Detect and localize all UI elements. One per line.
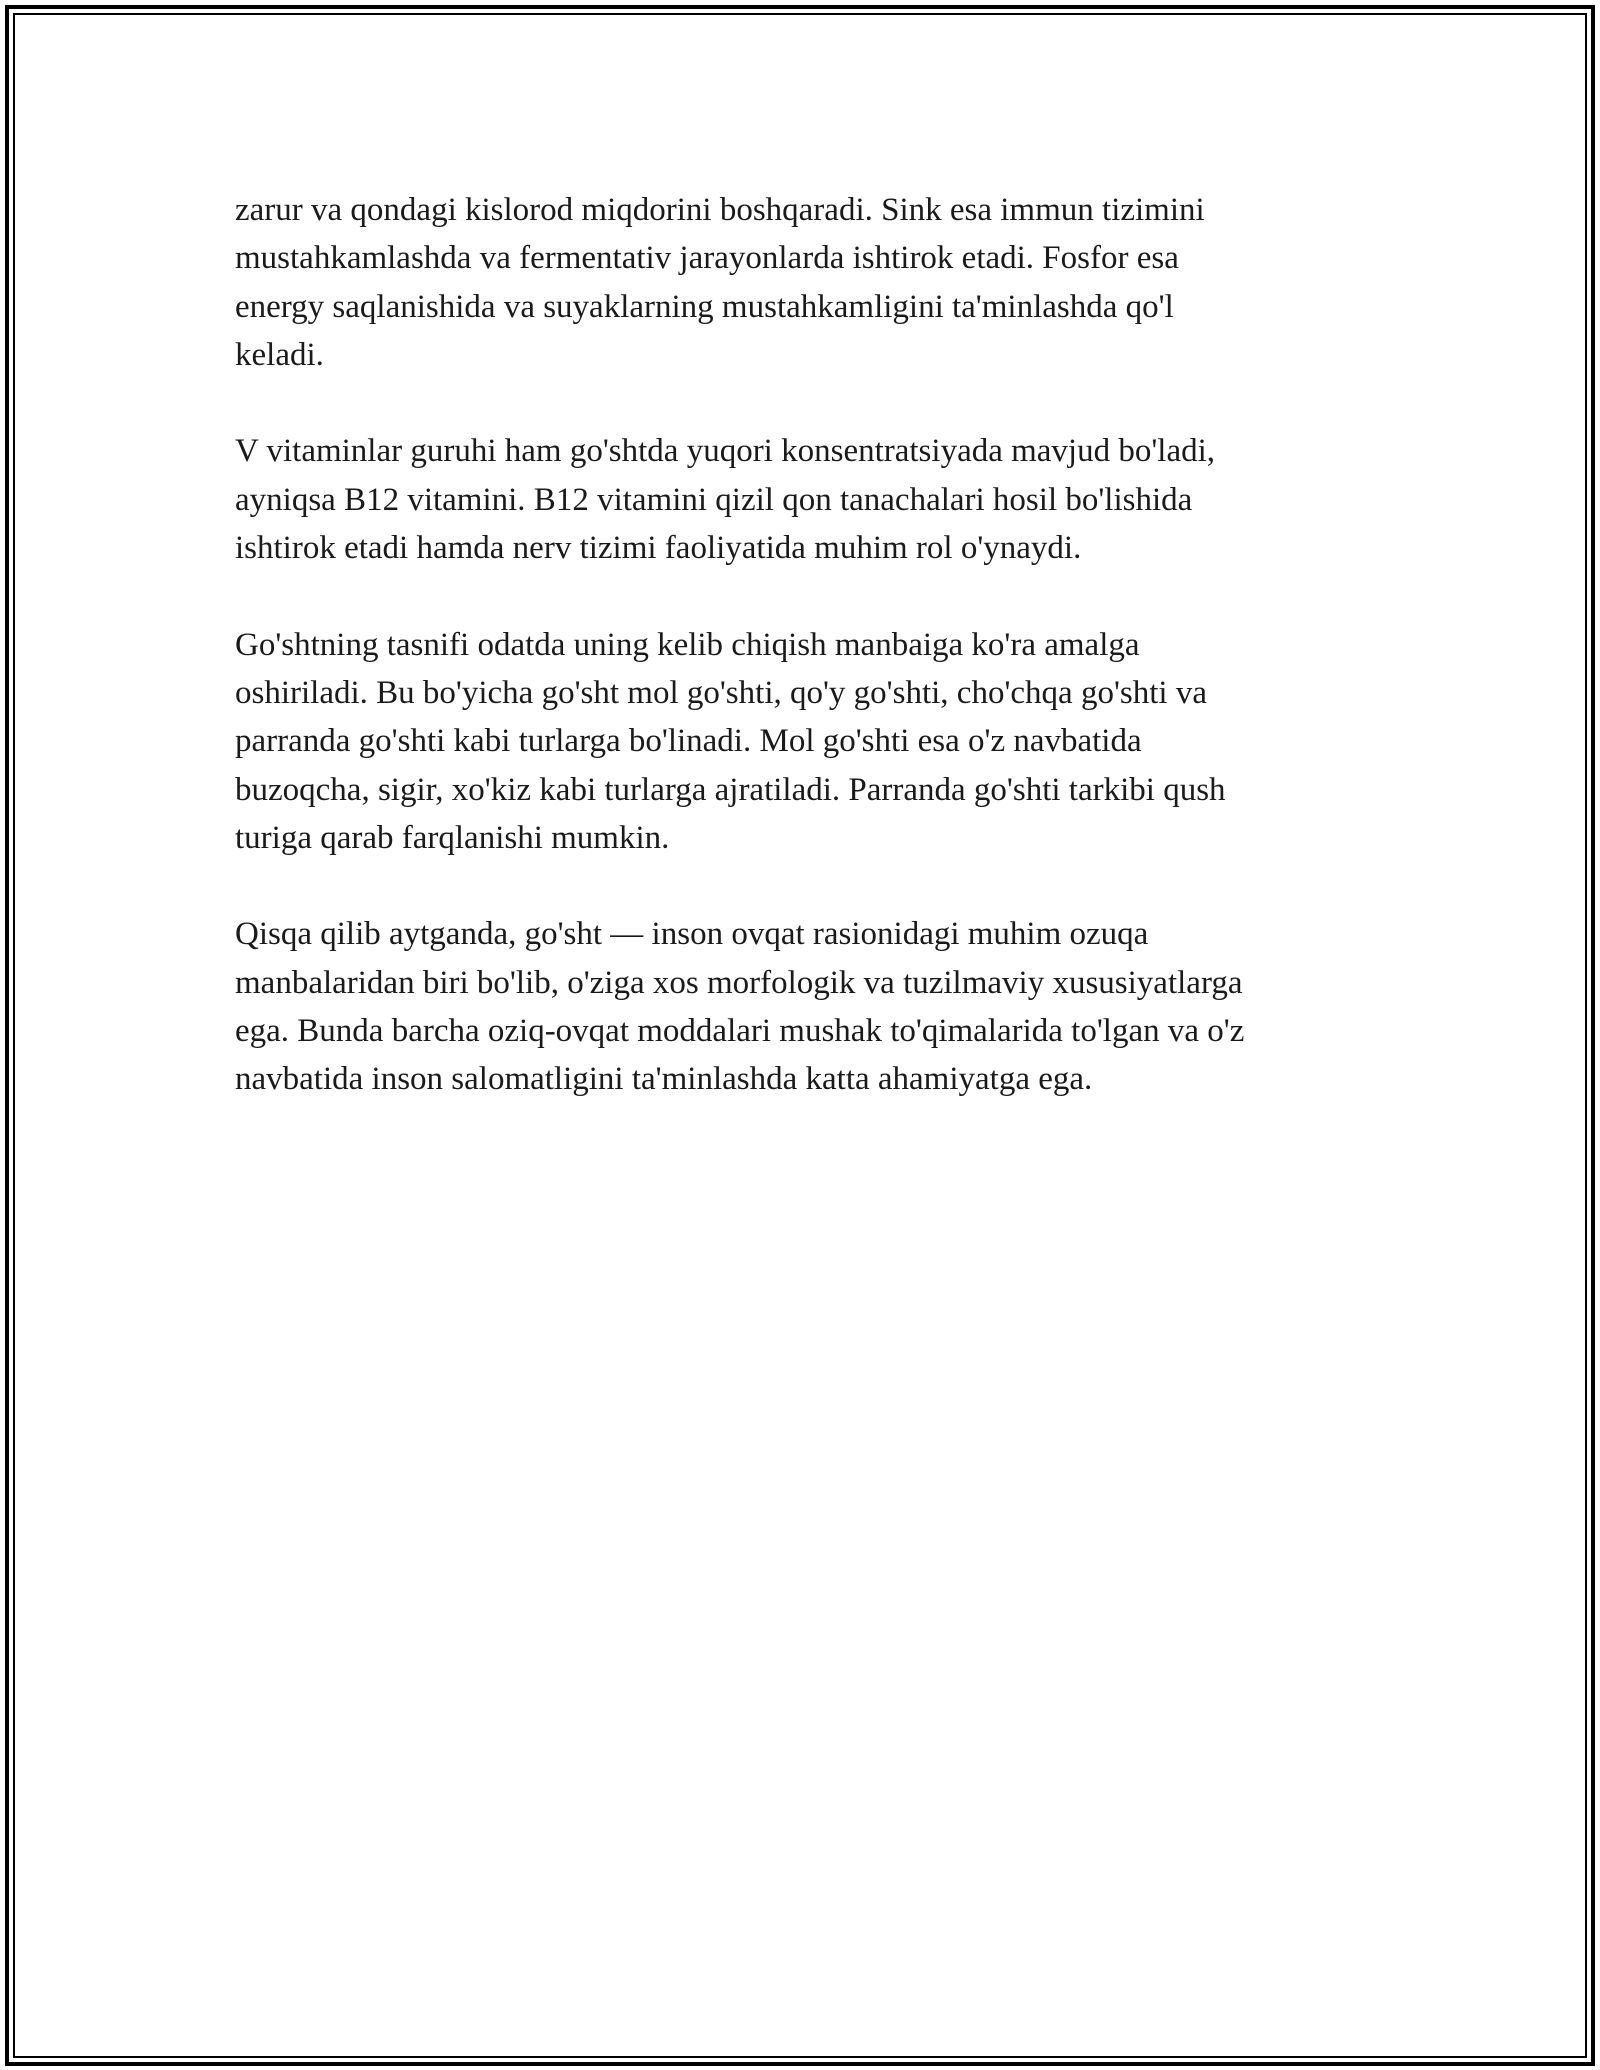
paragraph (235, 621, 1385, 862)
text-line: ega. Bunda barcha oziq-ovqat moddalari mushak to'qimalarida to'lgan va o'z (235, 1013, 1245, 1050)
text-line: turiga qarab farqlanishi mumkin. (235, 819, 670, 856)
document-body (235, 186, 1385, 1152)
text-line: Go'shtning tasnifi odatda uning kelib chiqish manbaiga ko'ra amalga (235, 626, 1140, 663)
paragraph (235, 910, 1385, 1103)
text-line: navbatida inson salomatligini ta'minlashda katta ahamiyatga ega. (235, 1061, 1093, 1098)
text-line: energy saqlanishida va suyaklarning mustahkamligini ta'minlashda qo'l (235, 288, 1174, 325)
text-line: parranda go'shti kabi turlarga bo'linadi. Mol go'shti esa o'z navbatida (235, 723, 1142, 760)
text-line: ayniqsa B12 vitamini. B12 vitamini qizil qon tanachalari hosil bo'lishida (235, 481, 1193, 518)
text-line: ishtirok etadi hamda nerv tizimi faoliyatida muhim rol o'ynaydi. (235, 530, 1082, 567)
text-line: oshiriladi. Bu bo'yicha go'sht mol go'shti, qo'y go'shti, cho'chqa go'shti va (235, 674, 1207, 711)
text-line: V vitaminlar guruhi ham go'shtda yuqori konsentratsiyada mavjud bo'ladi, (235, 433, 1216, 470)
paragraph (235, 186, 1385, 379)
text-line: keladi. (235, 336, 324, 373)
text-line: buzoqcha, sigir, xo'kiz kabi turlarga ajratiladi. Parranda go'shti tarkibi qush (235, 771, 1226, 808)
text-line: manbalaridan biri bo'lib, o'ziga xos morfologik va tuzilmaviy xususiyatlarga (235, 964, 1243, 1001)
text-line: Qisqa qilib aytganda, go'sht — inson ovqat rasionidagi muhim ozuqa (235, 916, 1149, 953)
paragraph (235, 427, 1385, 572)
text-line: zarur va qondagi kislorod miqdorini boshqaradi. Sink esa immun tizimini (235, 192, 1205, 228)
text-line: mustahkamlashda va fermentativ jarayonlarda ishtirok etadi. Fosfor esa (235, 240, 1179, 277)
